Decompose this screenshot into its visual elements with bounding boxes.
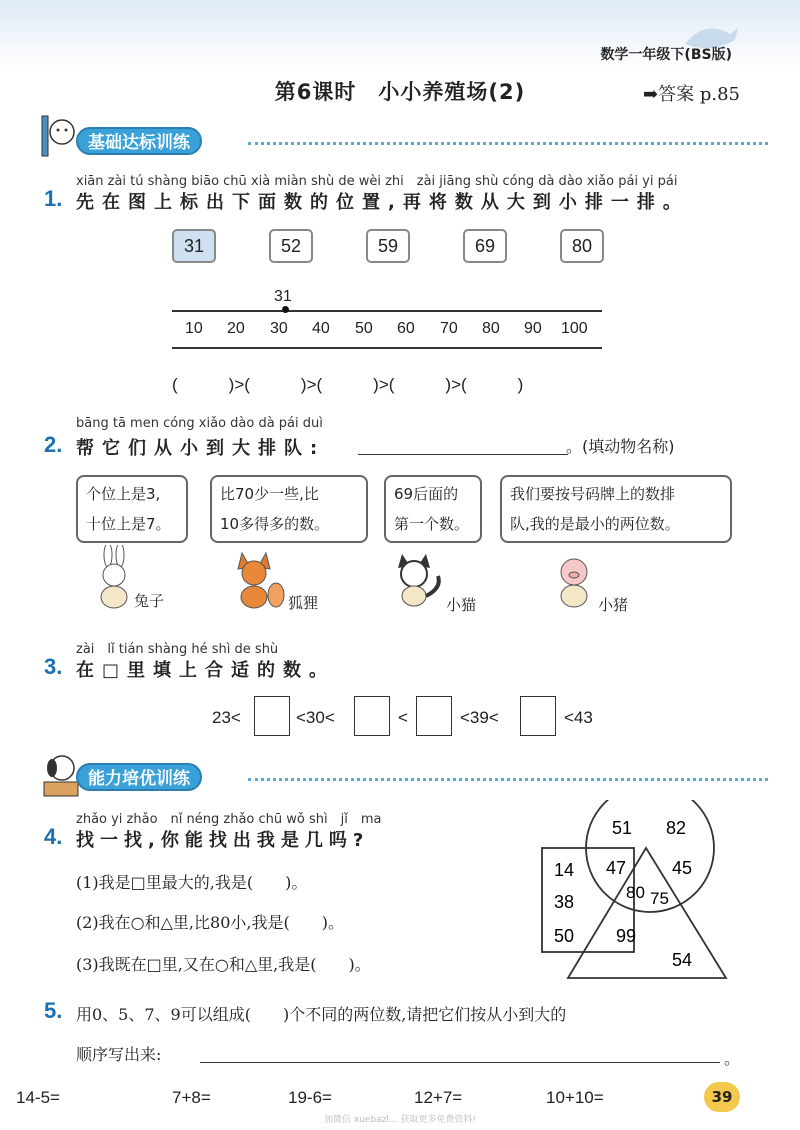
- pig-icon: [552, 554, 596, 610]
- bubble-line: 队,我的是最小的两位数。: [510, 515, 680, 533]
- triangle-shape: [568, 848, 726, 978]
- figure-number: 51: [612, 818, 633, 838]
- speech-bubble: [76, 475, 188, 543]
- figure-number: 47: [606, 858, 627, 878]
- fill-box[interactable]: [416, 696, 452, 736]
- tick-label: 60: [397, 320, 415, 337]
- animal-name: 狐狸: [288, 594, 319, 612]
- book-label: 数学一年级下(BS版): [600, 47, 732, 63]
- footer-note: 加微信 xuebazl... 获取更多免费资料!: [324, 1115, 476, 1125]
- tick-label: 20: [227, 320, 245, 337]
- inequality-part: 23<: [212, 708, 241, 727]
- q5-end: 。: [724, 1049, 741, 1068]
- q5-text-2: 顺序写出来:: [76, 1045, 162, 1064]
- bubble-line: 第一个数。: [394, 515, 470, 533]
- inequality-part: <43: [564, 708, 593, 727]
- q1-text: 先在图上标出下面数的位置,再将数从大到小排一排。: [76, 192, 689, 213]
- tick-label: 100: [561, 320, 588, 337]
- q1-number: 1.: [44, 186, 63, 211]
- answer-reference: ➡答案 p.85: [643, 84, 740, 105]
- bubble-line: 10多得多的数。: [220, 515, 330, 533]
- speech-bubble: [210, 475, 368, 543]
- page-number: 39: [704, 1082, 740, 1112]
- q3-number: 3.: [44, 654, 63, 679]
- section-divider: [248, 778, 768, 781]
- number-card: 59: [366, 229, 410, 263]
- figure-number: 54: [672, 950, 693, 970]
- q5-text: 用0、5、7、9可以组成( )个不同的两位数,请把它们按从小到大的: [76, 1005, 567, 1024]
- q2-answer-line[interactable]: [358, 454, 568, 455]
- q5-answer-line[interactable]: [200, 1062, 720, 1063]
- number-line: [172, 310, 602, 312]
- q4-text: 找一找,你能找出我是几吗?: [76, 830, 370, 851]
- figure-number: 38: [554, 892, 575, 912]
- number-card: 52: [269, 229, 313, 263]
- number-line-marker: [282, 306, 289, 313]
- oral-calc: 10+10=: [546, 1088, 604, 1107]
- speech-bubble: [500, 475, 732, 543]
- figure-number: 50: [554, 926, 575, 946]
- q2-pinyin: bāng tā men cóng xiǎo dào dà pái duì: [76, 416, 323, 431]
- bubble-line: 我们要按号码牌上的数排: [510, 485, 676, 503]
- figure-number: 75: [650, 889, 669, 908]
- animal-name: 兔子: [134, 592, 165, 610]
- oral-calc: 12+7=: [414, 1088, 463, 1107]
- q4-item: (2)我在○和△里,比80小,我是( )。: [76, 913, 344, 932]
- shape-venn-figure: [536, 800, 746, 990]
- q2-text: 帮它们从小到大排队:: [76, 438, 326, 459]
- figure-number: 80: [626, 883, 645, 902]
- tick-label: 10: [185, 320, 203, 337]
- page-title: 第6课时 小小养殖场(2): [274, 80, 526, 104]
- inequality-part: <30<: [296, 708, 335, 727]
- tick-label: 40: [312, 320, 330, 337]
- figure-number: 45: [672, 858, 693, 878]
- animal-name: 小猫: [446, 596, 477, 614]
- bubble-line: 69后面的: [394, 485, 459, 503]
- q1-pinyin: xiān zài tú shàng biāo chū xià miàn shù de wèi zhi zài jiāng shù cóng dà dào xiǎo pái yi pái: [76, 174, 678, 189]
- tick-label: 70: [440, 320, 458, 337]
- q2-number: 2.: [44, 432, 63, 457]
- section-basic-label: 基础达标训练: [76, 127, 202, 155]
- q5-number: 5.: [44, 998, 63, 1023]
- fox-icon: [232, 545, 288, 611]
- animal-name: 小猪: [598, 596, 629, 614]
- tick-label: 50: [355, 320, 373, 337]
- figure-number: 99: [616, 926, 637, 946]
- bubble-line: 个位上是3,: [86, 485, 161, 503]
- number-card: 31: [172, 229, 216, 263]
- section-divider: [248, 142, 768, 145]
- q3-text: 在□里填上合适的数。: [76, 660, 336, 681]
- bubble-line: 十位上是7。: [86, 515, 171, 533]
- tick-label: 90: [524, 320, 542, 337]
- number-line-marker-label: 31: [274, 288, 292, 305]
- number-line-baseline: [172, 347, 602, 349]
- q1-order-line: ( )>( )>( )>( )>( ): [172, 375, 524, 394]
- fill-box[interactable]: [254, 696, 290, 736]
- figure-number: 14: [554, 860, 575, 880]
- fill-box[interactable]: [520, 696, 556, 736]
- section-advanced-label: 能力培优训练: [76, 763, 202, 791]
- q4-item: (3)我既在□里,又在○和△里,我是( )。: [76, 955, 371, 974]
- cat-pencil-icon: [38, 112, 78, 160]
- q3-pinyin: zài lǐ tián shàng hé shì de shù: [76, 642, 279, 657]
- cat-icon: [394, 548, 450, 610]
- number-card: 69: [463, 229, 507, 263]
- figure-number: 82: [666, 818, 687, 838]
- bubble-line: 比70少一些,比: [220, 485, 319, 503]
- q4-item: (1)我是□里最大的,我是( )。: [76, 873, 308, 892]
- fill-box[interactable]: [354, 696, 390, 736]
- inequality-part: <: [398, 708, 408, 727]
- oral-calc: 14-5=: [16, 1088, 60, 1107]
- q4-number: 4.: [44, 824, 63, 849]
- rabbit-icon: [92, 545, 136, 611]
- number-card: 80: [560, 229, 604, 263]
- oral-calc: 7+8=: [172, 1088, 211, 1107]
- tick-label: 80: [482, 320, 500, 337]
- q4-pinyin: zhǎo yi zhǎo nǐ néng zhǎo chū wǒ shì jǐ ma: [76, 812, 382, 827]
- speech-bubble: [384, 475, 482, 543]
- tick-label: 30: [270, 320, 288, 337]
- q2-hint: 。(填动物名称): [566, 437, 675, 456]
- inequality-part: <39<: [460, 708, 499, 727]
- oral-calc: 19-6=: [288, 1088, 332, 1107]
